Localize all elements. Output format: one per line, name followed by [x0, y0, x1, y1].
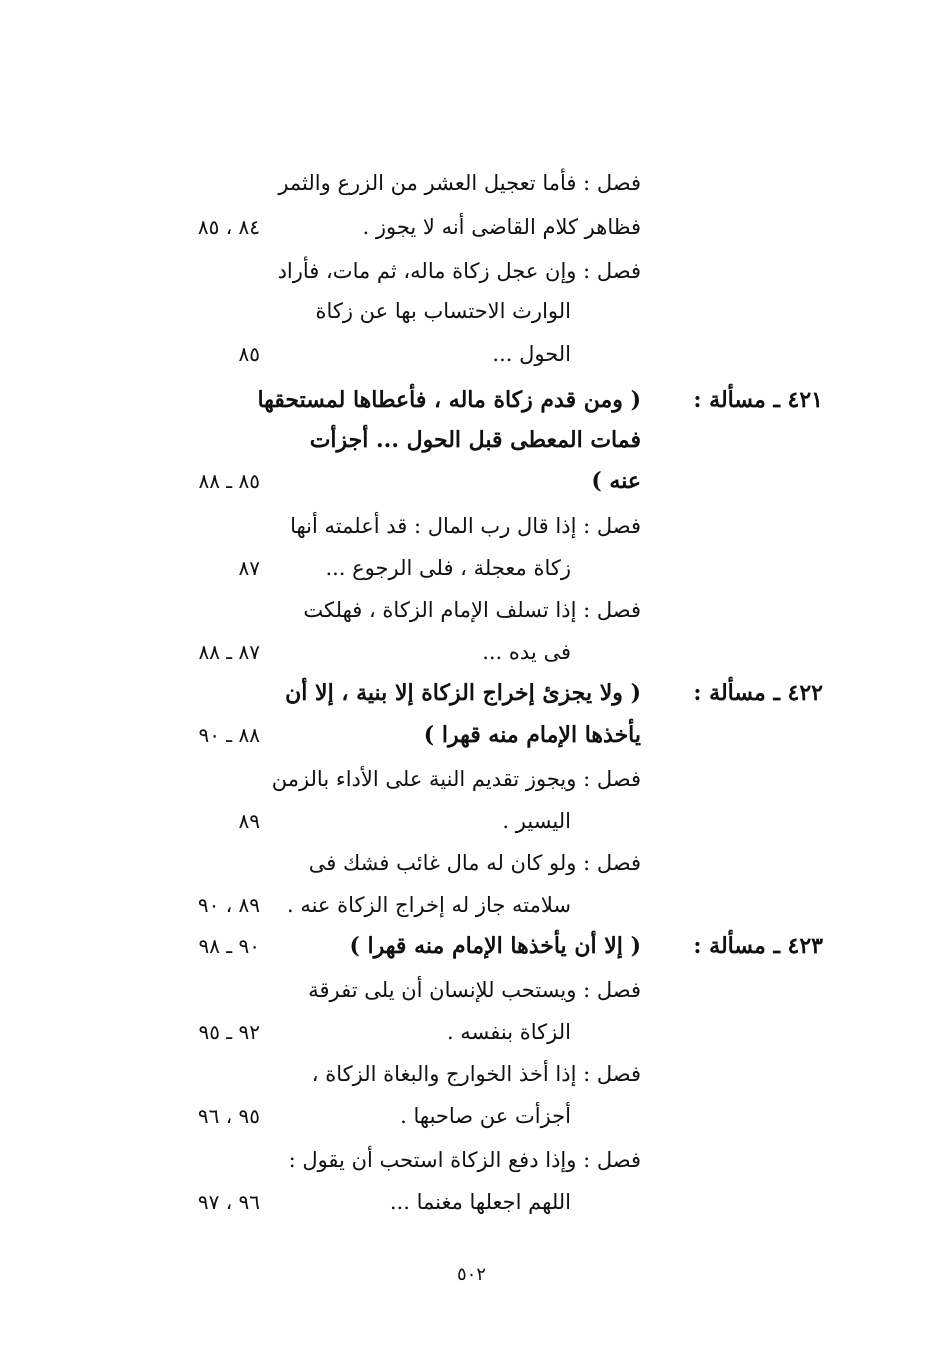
page-reference: ٩٥ ، ٩٦ — [197, 1104, 260, 1128]
masala-line: عنه ) — [591, 468, 641, 494]
entry-line: فصل : وإن عجل زكاة ماله، ثم مات، فأراد — [277, 259, 641, 283]
masala-label: ٤٢٢ ـ مسألة : — [693, 680, 823, 706]
page-reference: ٨٨ ـ ٩٠ — [198, 723, 260, 747]
masala-line: ( ولا يجزئ إخراج الزكاة إلا بنية ، إلا أن — [285, 680, 641, 706]
entry-line: فى يده ... — [482, 640, 571, 664]
page-reference: ٩٠ ـ ٩٨ — [198, 934, 260, 958]
entry-line: فصل : ويستحب للإنسان أن يلى تفرقة — [308, 978, 641, 1002]
page-reference: ٨٥ ـ ٨٨ — [198, 469, 260, 493]
entry-line: اللهم اجعلها مغنما ... — [389, 1190, 571, 1214]
entry-line: سلامته جاز له إخراج الزكاة عنه . — [286, 893, 571, 917]
entry-line: فصل : إذا أخذ الخوارج والبغاة الزكاة ، — [311, 1062, 641, 1086]
page-reference: ٨٤ ، ٨٥ — [197, 215, 260, 239]
masala-label: ٤٢٣ ـ مسألة : — [693, 933, 823, 959]
entry-line: فصل : وإذا دفع الزكاة استحب أن يقول : — [288, 1148, 641, 1172]
masala-label: ٤٢١ ـ مسألة : — [693, 387, 823, 413]
entry-line: فصل : إذا قال رب المال : قد أعلمته أنها — [290, 514, 641, 538]
masala-line: فمات المعطى قبل الحول ... أجزأت — [309, 427, 641, 453]
entry-line: الحول ... — [492, 342, 571, 366]
entry-line: زكاة معجلة ، فلى الرجوع ... — [325, 556, 571, 580]
entry-line: اليسير . — [502, 809, 571, 833]
page-number: ٥٠٢ — [456, 1264, 486, 1285]
masala-line: يأخذها الإمام منه قهرا ) — [423, 722, 641, 748]
masala-line: ( إلا أن يأخذها الإمام منه قهرا ) — [349, 933, 641, 959]
masala-line: ( ومن قدم زكاة ماله ، فأعطاها لمستحقها — [257, 387, 641, 413]
page-reference: ٨٩ ، ٩٠ — [197, 893, 260, 917]
entry-line: الوارث الاحتساب بها عن زكاة — [315, 299, 571, 323]
page-reference: ٨٩ — [238, 809, 260, 833]
entry-line: الزكاة بنفسه . — [446, 1020, 571, 1044]
entry-line: فصل : فأما تعجيل العشر من الزرع والثمر — [278, 171, 641, 195]
page-reference: ٨٧ ـ ٨٨ — [198, 640, 260, 664]
entry-line: فظاهر كلام القاضى أنه لا يجوز . — [362, 215, 641, 239]
entry-line: فصل : ويجوز تقديم النية على الأداء بالزمن — [271, 767, 641, 791]
page-reference: ٩٢ ـ ٩٥ — [198, 1020, 260, 1044]
entry-line: فصل : إذا تسلف الإمام الزكاة ، فهلكت — [303, 598, 641, 622]
entry-line: فصل : ولو كان له مال غائب فشك فى — [308, 851, 641, 875]
page-reference: ٨٥ — [238, 342, 260, 366]
entry-line: أجزأت عن صاحبها . — [400, 1104, 571, 1128]
page-reference: ٩٦ ، ٩٧ — [197, 1190, 260, 1214]
page-reference: ٨٧ — [238, 556, 260, 580]
